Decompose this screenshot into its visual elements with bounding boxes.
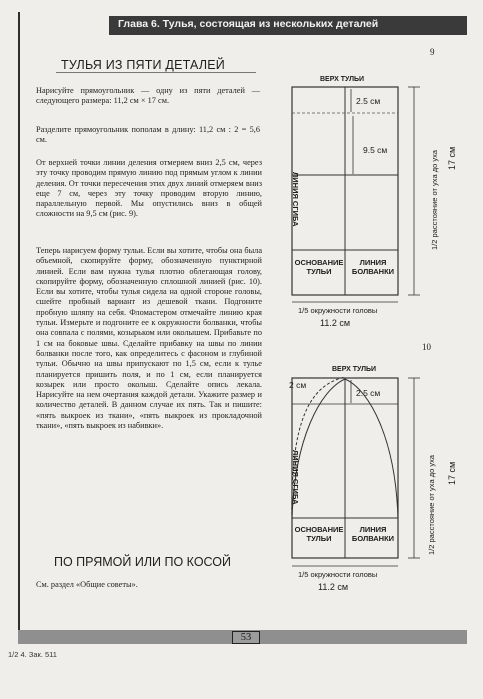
fig9-width-value: 11.2 см xyxy=(320,318,351,328)
fig9-width-label: 1/5 окружности головы xyxy=(298,306,378,315)
fig10-number: 10 xyxy=(422,342,431,352)
fig9-measure-2-5: 2.5 см xyxy=(356,96,381,106)
fig9-top-label: ВЕРХ ТУЛЬИ xyxy=(320,76,365,83)
paragraph-measure-lines: От верхней точки линии деления отмеряем вниз 2,5 см, через эту точку проводим прямую линию под прямым углом к линии деления. От точки пересечения этих двух линий отмеряем вниз еще 7 см, через эту точку проводим вторую линию, параллельную первой. Мы опустились вниз в общей сложности на 9,5 см (рис. 9). xyxy=(36,158,262,219)
fig9-base-label: ОСНОВАНИЕ ТУЛЬИ xyxy=(294,258,344,276)
section-title-five-parts: ТУЛЬЯ ИЗ ПЯТИ ДЕТАЛЕЙ xyxy=(61,58,225,72)
paragraph-crown-shape: Теперь нарисуем форму тульи. Если вы хотите, чтобы она была объемной, скопируйте форму, обозначенную пунктирной линией. Если вам нужна тулья плотно облегающая голову, скопируйте форму, обозначенную сплошной линией (рис. 10). Если вы хотите, чтобы тулья сидела на одной стороне головы, сшейте пробный вариант из дешевой ткани. Подгоните пробную шляпу на себя. Фломастером отмечайте линию края тульи. Измерьте и подгоните ее к окружности болванки, чтобы она совпала с полями, козырьком или околышем. Прибавьте по 1 см на боковые швы. Сделайте прибавку на швы по линии болванки после того, как определитесь с фасоном и глубиной тульи. Обычно на швы припускают по 1,5 см, если к тулье планируется пришить поля, и по 1 см, если планируется козырек или просто околыш. Сделайте опись лекала. Нарисуйте на нем очертания каждой детали. Укажите размер и количество деталей. В данном случае их пять. Так и пишите: «пять выкроек из ткани», «пять выкроек из прокладочной ткани», «пять выкроек из набивки». xyxy=(36,246,262,431)
fig10-width-label: 1/5 окружности головы xyxy=(298,570,378,579)
section-title-straight-or-bias: ПО ПРЯМОЙ ИЛИ ПО КОСОЙ xyxy=(54,555,231,569)
paragraph-rectangle-size: Нарисуйте прямоугольник — одну из пяти деталей — следующего размера: 11,2 см × 17 см. xyxy=(36,86,260,106)
fig10-block-label: ЛИНИЯ БОЛВАНКИ xyxy=(351,525,395,543)
fig9-block-label: ЛИНИЯ БОЛВАНКИ xyxy=(351,258,395,276)
fig9-side-value: 17 см xyxy=(447,146,457,170)
fig10-side-value: 17 см xyxy=(447,461,457,485)
book-page: Глава 6. Тулья, состоящая из нескольких деталей ТУЛЬЯ ИЗ ПЯТИ ДЕТАЛЕЙ Нарисуйте прямоугольник — одну из пяти деталей — следующего размера: 11,2 см × 17 см. Разделите прямоугольник пополам в длину: 11,2 см : 2 = 5,6 см. От верхней точки линии деления отмеряем вниз 2,5 см, через эту точку проводим прямую линию под прямым углом к линии деления. От точки пересечения этих двух линий отмеряем вниз еще 7 см, через эту точку проводим вторую линию, параллельную первой. Мы опустились вниз в общей сложности на 9,5 см (рис. 9). Теперь нарисуем форму тульи. Если вы хотите, чтобы она была объемной, скопируйте форму, обозначенную пунктирной линией. Если вам нужна тулья плотно облегающая голову, скопируйте форму, обозначенную сплошной линией (рис. 10). Если вы хотите, чтобы тулья сидела на одной стороне головы, сшейте пробный вариант из дешевой ткани. Подгоните пробную шляпу на себя. Фломастером отмечайте линию края тульи. Измерьте и подгоните ее к окружности болванки, чтобы она совпала с полями, козырьком или околышем. Прибавьте по 1 см на боковые швы. Сделайте прибавку на швы по линии болванки после того, как определитесь с фасоном и глубиной тульи. Обычно на швы припускают по 1,5 см, если к тулье планируется пришить поля, и по 1 см, если планируется козырек или просто околыш. Сделайте опись лекала. Нарисуйте на нем очертания каждой детали. Укажите размер и количество деталей. В данном случае их пять. Так и пишите: «пять выкроек из ткани», «пять выкроек из прокладочной ткани», «пять выкроек из набивки». ПО ПРЯМОЙ ИЛИ ПО КОСОЙ См. раздел «Общие советы». 9 ВЕРХ ТУЛЬИ 2.5 см 9.5 см ЛИНИЯ СГИБА ОСНОВАНИЕ ТУЛЬИ ЛИНИЯ БОЛВАНКИ 1/5 окружности головы 11.2 см 1/2 расстояние от уха до уха 17 см 10 ВЕРХ ТУЛЬИ 2 см 2.5 см ЛИНИЯ СГИБА ОСНОВАНИЕ ТУЛЬИ ЛИНИЯ БОЛВАНКИ 1/5 окружности головы 11.2 см 1/2 расстояние от уха до уха 17 см 53 1/2 4. Зак. 511 xyxy=(0,0,483,699)
fig10-measure-2: 2 см xyxy=(289,380,307,390)
fig10-side-label: 1/2 расстояние от уха до уха xyxy=(427,455,436,555)
page-number: 53 xyxy=(240,632,252,643)
print-info: 1/2 4. Зак. 511 xyxy=(8,650,57,659)
fig9-measure-9-5: 9.5 см xyxy=(363,145,388,155)
fig10-measure-2-5: 2.5 см xyxy=(356,388,381,398)
fig10-top-label: ВЕРХ ТУЛЬИ xyxy=(332,366,377,373)
fig9-fold-label: ЛИНИЯ СГИБА xyxy=(291,172,300,227)
fig10-base-label: ОСНОВАНИЕ ТУЛЬИ xyxy=(294,525,344,543)
fig10-width-value: 11.2 см xyxy=(318,582,349,592)
paragraph-divide-rectangle: Разделите прямоугольник пополам в длину: 11,2 см : 2 = 5,6 см. xyxy=(36,125,260,145)
paragraph-general-advice: См. раздел «Общие советы». xyxy=(36,580,138,589)
chapter-header-text: Глава 6. Тулья, состоящая из нескольких деталей xyxy=(118,18,379,30)
fig9-number: 9 xyxy=(430,47,435,57)
fig10-fold-label: ЛИНИЯ СГИБА xyxy=(291,450,300,505)
